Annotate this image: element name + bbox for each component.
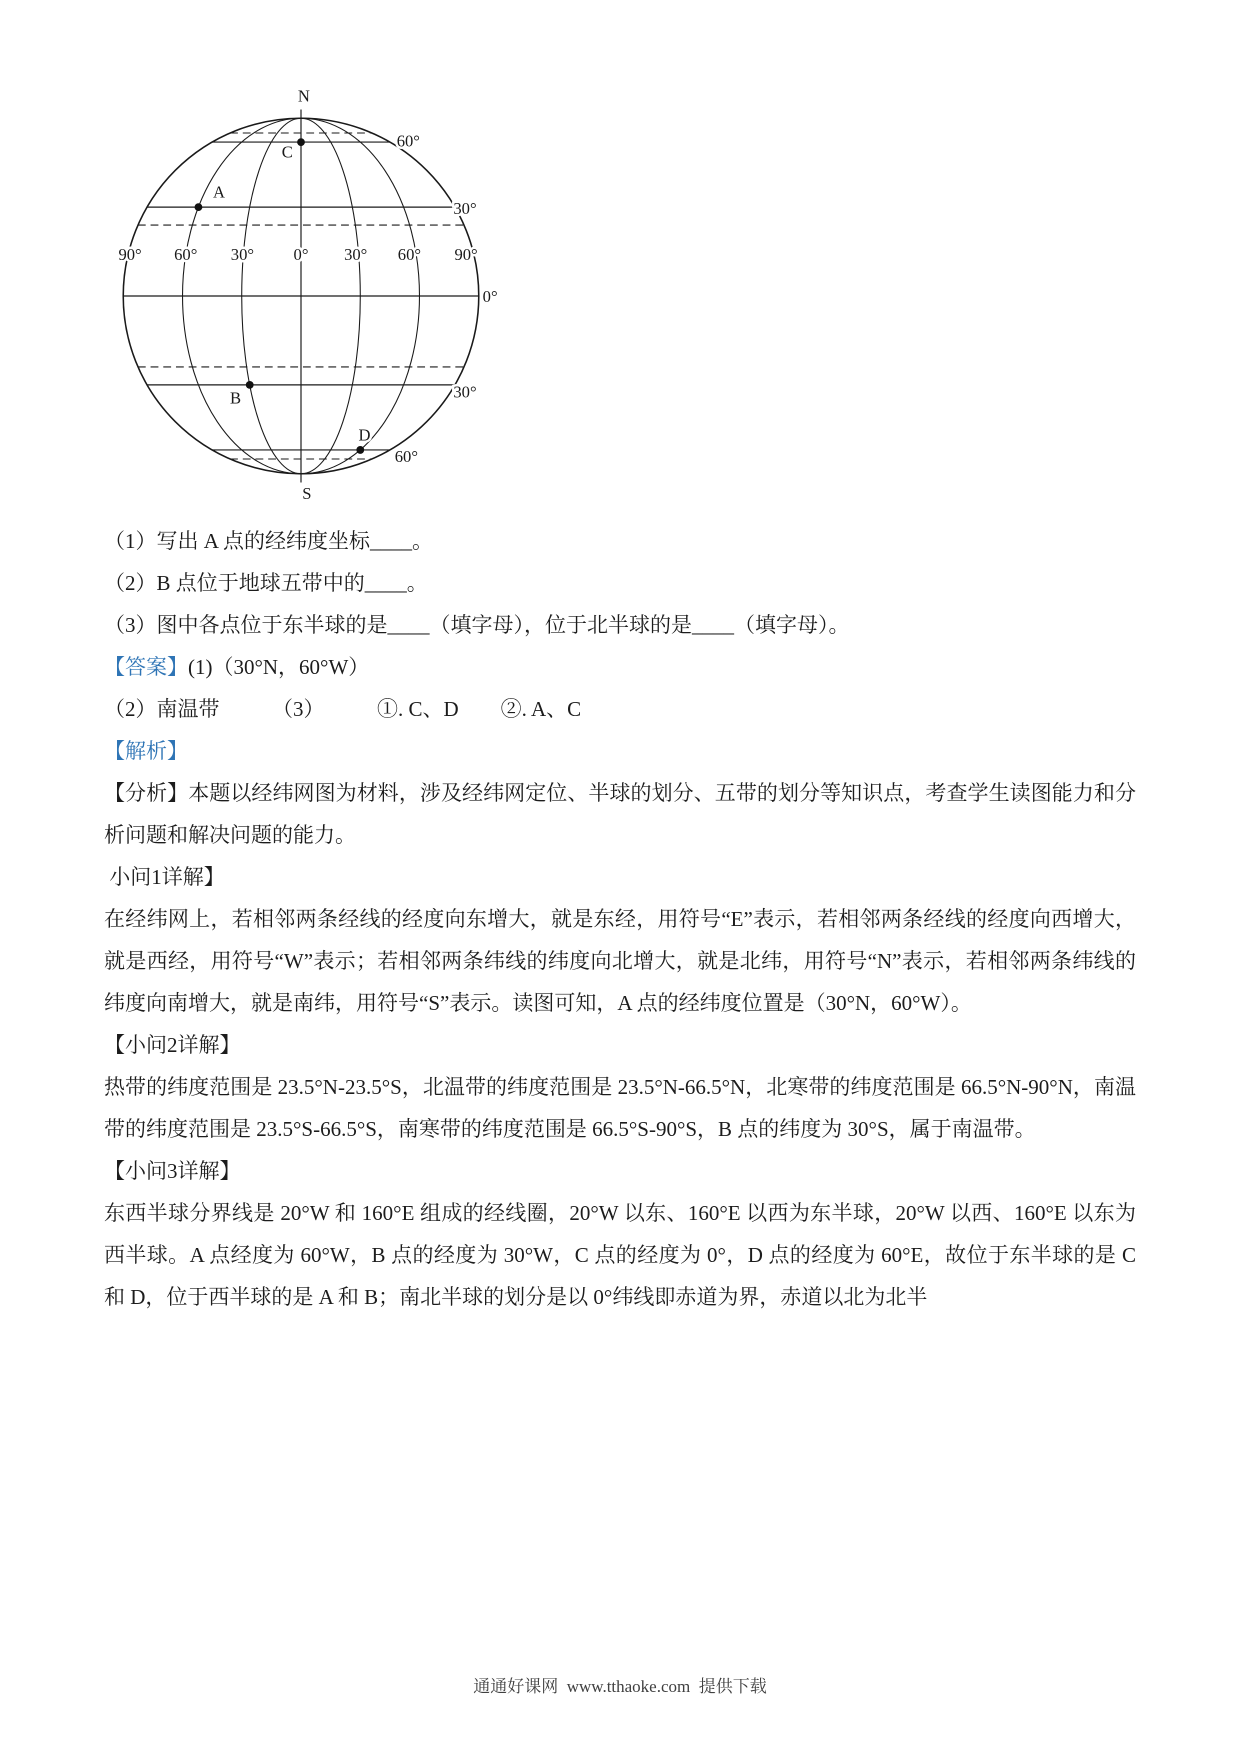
lon-label-60w: 60° [174, 244, 198, 264]
lon-label-90w: 90° [118, 244, 142, 264]
answer-line-2: （2）南温带 （3） ①. C、D ②. A、C [104, 697, 582, 721]
point-a-dot [195, 203, 203, 211]
point-b-label: B [230, 388, 242, 408]
lat-label-equator: 0° [482, 286, 498, 306]
explain-3-body: 东西半球分界线是 20°W 和 160°E 组成的经线圈，20°W 以东、160°E 以西为东半球，20°W 以西、160°E 以东为西半球。A 点经度为 60°W，B 点的经度为 30°W，C 点的经度为 0°，D 点的经度为 60°E，故位于东半球的是 C 和 D，位于西半球的是 A 和 B；南北半球的划分是以 0°纬线即赤道为界，赤道以北为北半 [104, 1201, 1142, 1309]
point-d-dot [356, 446, 364, 454]
graticule-lines [123, 109, 479, 482]
point-c-label: C [281, 142, 293, 162]
globe-diagram [104, 86, 1136, 506]
answer-tag: 【答案】 [104, 655, 188, 679]
south-pole-label: S [302, 484, 312, 504]
answer-line-1 [104, 646, 1136, 688]
lat-label-30n: 30° [453, 198, 477, 218]
lat-label-30s: 30° [453, 382, 477, 402]
lon-label-60e: 60° [397, 244, 422, 264]
lon-label-30w: 30° [230, 244, 255, 264]
explain-3-title: 【小问3详解】 [104, 1159, 241, 1183]
analysis-tag: 【解析】 [104, 739, 188, 763]
point-c-dot [297, 138, 305, 146]
lat-label-60s: 60° [394, 447, 419, 467]
explain-1-body: 在经纬网上，若相邻两条经线的经度向东增大，就是东经，用符号“E”表示，若相邻两条经线的经度向西增大，就是西经，用符号“W”表示；若相邻两条纬线的纬度向北增大，就是北纬，用符号“N”表示，若相邻两条纬线的纬度向南增大，就是南纬，用符号“S”表示。读图可知，A 点的经纬度位置是（30°N，60°W）。 [104, 907, 1136, 1015]
globe-grid-svg [76, 86, 526, 506]
explain-1-title: 小问1详解】 [104, 865, 225, 889]
point-d-label: D [358, 425, 371, 445]
analysis-tag-line [104, 730, 1136, 772]
north-pole-label: N [297, 86, 310, 106]
explain-2-body: 热带的纬度范围是 23.5°N-23.5°S，北温带的纬度范围是 23.5°N-66.5°N，北寒带的纬度范围是 66.5°N-90°N，南温带的纬度范围是 23.5°S-66.5°S，南寒带的纬度范围是 66.5°S-90°S，B 点的纬度为 30°S，属于南温带。 [104, 1075, 1136, 1141]
answer-1-text: (1)（30°N，60°W） [188, 655, 370, 679]
lon-label-30e: 30° [344, 244, 368, 264]
lon-label-90e: 90° [454, 244, 478, 264]
question-and-answer-section [104, 520, 1142, 1318]
point-b-dot [246, 381, 254, 389]
question-3: （3）图中各点位于东半球的是____（填字母），位于北半球的是____（填字母）。 [104, 613, 850, 637]
point-a-label: A [212, 182, 225, 202]
lat-label-60n: 60° [396, 131, 420, 151]
question-2: （2）B 点位于地球五带中的____。 [104, 571, 428, 595]
explain-2-title: 【小问2详解】 [104, 1033, 241, 1057]
question-1: （1）写出 A 点的经纬度坐标____。 [104, 529, 434, 553]
analysis-overview: 【分析】本题以经纬网图为材料，涉及经纬网定位、半球的划分、五带的划分等知识点，考查学生读图能力和分析问题和解决问题的能力。 [104, 781, 1136, 847]
page-footer: 通通好课网 www.tthaoke.com 提供下载 [473, 1677, 767, 1696]
graticule-labels [118, 87, 497, 504]
lon-label-0: 0° [293, 244, 309, 264]
